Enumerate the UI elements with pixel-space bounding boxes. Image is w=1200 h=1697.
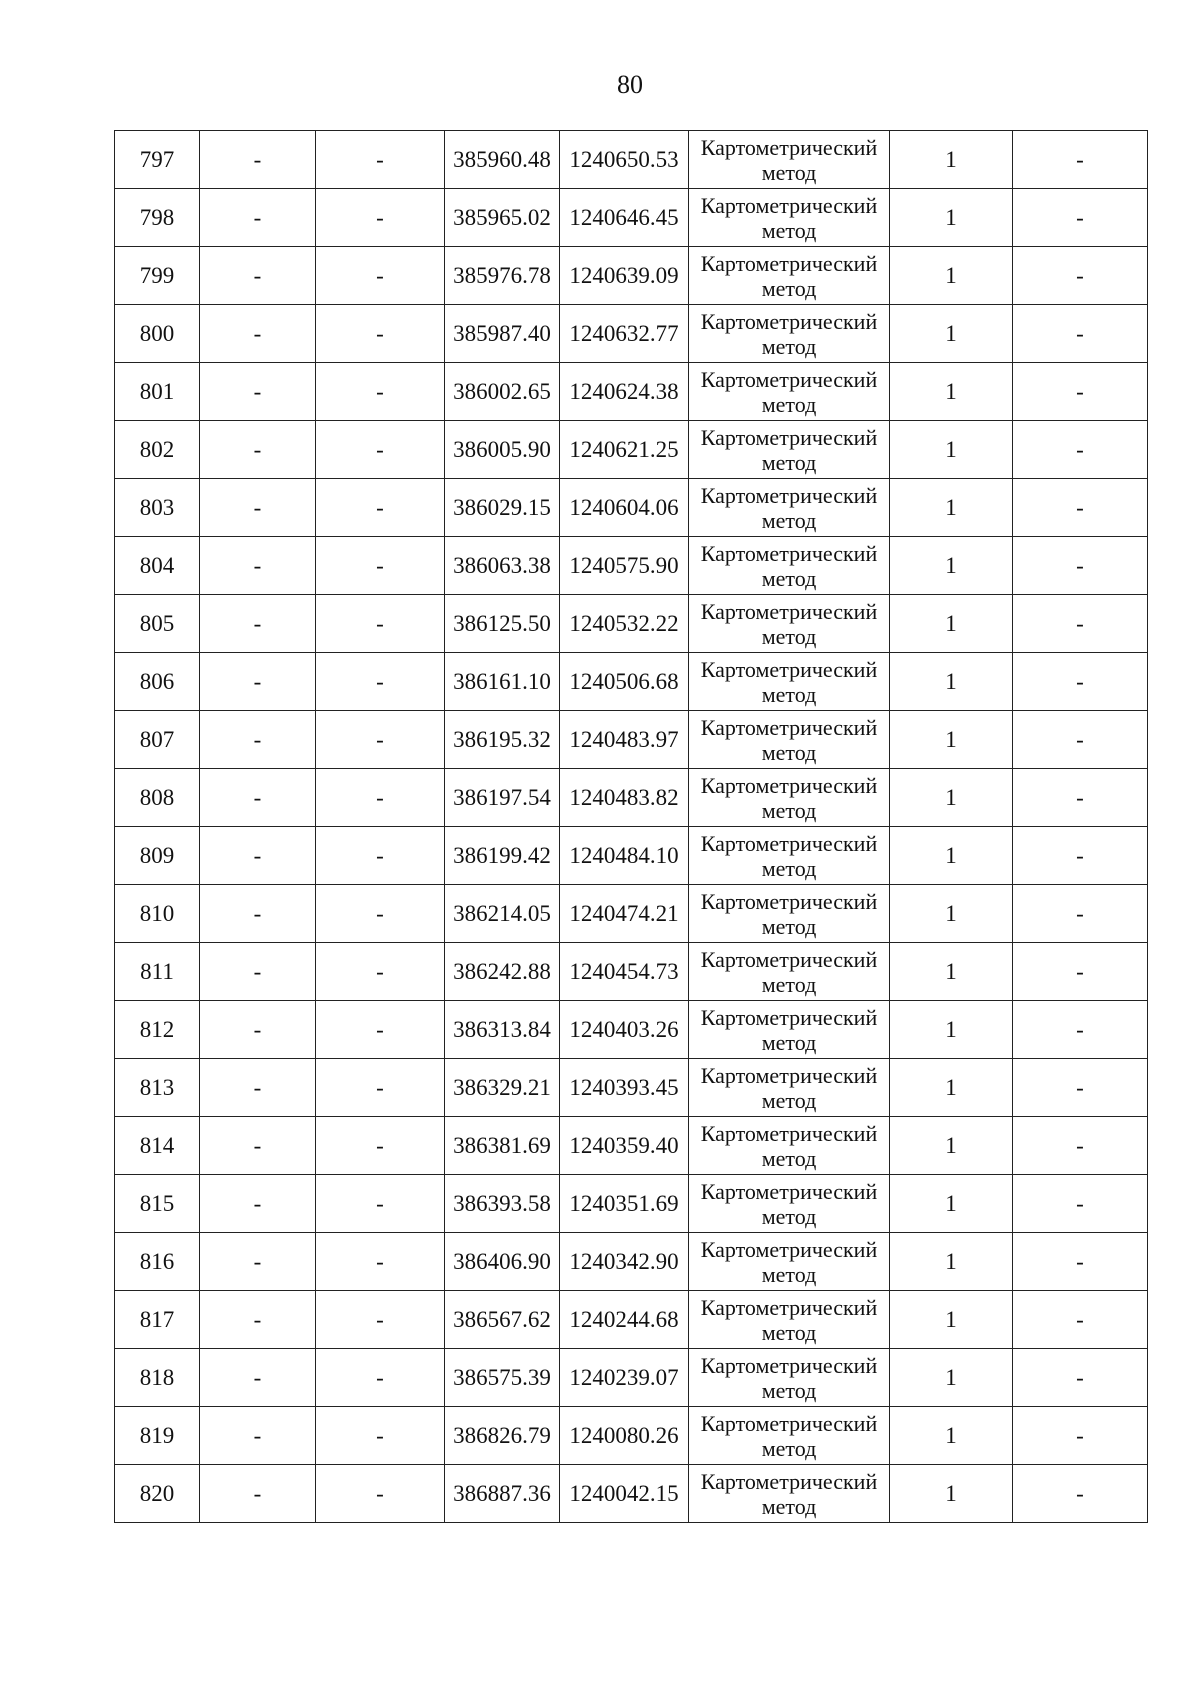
method-line-2: метод xyxy=(761,1319,817,1345)
method-line-2: метод xyxy=(761,507,817,533)
y-coordinate-cell: 1240239.07 xyxy=(560,1349,689,1407)
precision-cell: 1 xyxy=(890,421,1013,479)
dash-cell-z: - xyxy=(1013,1465,1148,1523)
precision-cell: 1 xyxy=(890,711,1013,769)
method-line-1: Картометрический xyxy=(700,1120,878,1146)
method-cell xyxy=(689,1465,890,1523)
dash-cell-b: - xyxy=(316,769,445,827)
method-cell xyxy=(689,1233,890,1291)
x-coordinate-cell: 385965.02 xyxy=(445,189,560,247)
x-coordinate-cell: 386161.10 xyxy=(445,653,560,711)
precision-cell: 1 xyxy=(890,1117,1013,1175)
table-row xyxy=(115,131,1148,189)
precision-cell: 1 xyxy=(890,885,1013,943)
point-number-cell: 819 xyxy=(115,1407,200,1465)
dash-cell-z: - xyxy=(1013,827,1148,885)
precision-cell: 1 xyxy=(890,1059,1013,1117)
method-line-1: Картометрический xyxy=(700,714,878,740)
x-coordinate-cell: 386406.90 xyxy=(445,1233,560,1291)
point-number-cell: 818 xyxy=(115,1349,200,1407)
method-cell xyxy=(689,1175,890,1233)
y-coordinate-cell: 1240639.09 xyxy=(560,247,689,305)
method-line-2: метод xyxy=(761,913,817,939)
table-row xyxy=(115,1465,1148,1523)
y-coordinate-cell: 1240484.10 xyxy=(560,827,689,885)
y-coordinate-cell: 1240080.26 xyxy=(560,1407,689,1465)
method-line-1: Картометрический xyxy=(700,772,878,798)
x-coordinate-cell: 386214.05 xyxy=(445,885,560,943)
dash-cell-b: - xyxy=(316,131,445,189)
point-number-cell: 820 xyxy=(115,1465,200,1523)
dash-cell-a: - xyxy=(200,885,316,943)
dash-cell-z: - xyxy=(1013,1291,1148,1349)
dash-cell-z: - xyxy=(1013,421,1148,479)
method-cell xyxy=(689,653,890,711)
table-row xyxy=(115,305,1148,363)
dash-cell-z: - xyxy=(1013,1349,1148,1407)
y-coordinate-cell: 1240604.06 xyxy=(560,479,689,537)
point-number-cell: 802 xyxy=(115,421,200,479)
x-coordinate-cell: 386029.15 xyxy=(445,479,560,537)
table-row xyxy=(115,1233,1148,1291)
table-row xyxy=(115,653,1148,711)
dash-cell-a: - xyxy=(200,827,316,885)
table-row xyxy=(115,189,1148,247)
dash-cell-a: - xyxy=(200,595,316,653)
dash-cell-z: - xyxy=(1013,479,1148,537)
x-coordinate-cell: 386063.38 xyxy=(445,537,560,595)
y-coordinate-cell: 1240483.82 xyxy=(560,769,689,827)
dash-cell-b: - xyxy=(316,305,445,363)
dash-cell-b: - xyxy=(316,537,445,595)
table-row xyxy=(115,711,1148,769)
x-coordinate-cell: 385987.40 xyxy=(445,305,560,363)
point-number-cell: 811 xyxy=(115,943,200,1001)
dash-cell-z: - xyxy=(1013,247,1148,305)
y-coordinate-cell: 1240624.38 xyxy=(560,363,689,421)
method-cell xyxy=(689,479,890,537)
method-line-2: метод xyxy=(761,1435,817,1461)
table-row xyxy=(115,595,1148,653)
precision-cell: 1 xyxy=(890,1465,1013,1523)
method-cell xyxy=(689,711,890,769)
method-line-2: метод xyxy=(761,449,817,475)
method-line-1: Картометрический xyxy=(700,1294,878,1320)
method-line-2: метод xyxy=(761,333,817,359)
table-row xyxy=(115,827,1148,885)
method-line-1: Картометрический xyxy=(700,482,878,508)
point-number-cell: 814 xyxy=(115,1117,200,1175)
y-coordinate-cell: 1240646.45 xyxy=(560,189,689,247)
precision-cell: 1 xyxy=(890,1175,1013,1233)
method-line-2: метод xyxy=(761,855,817,881)
point-number-cell: 804 xyxy=(115,537,200,595)
y-coordinate-cell: 1240650.53 xyxy=(560,131,689,189)
precision-cell: 1 xyxy=(890,1349,1013,1407)
dash-cell-a: - xyxy=(200,1233,316,1291)
dash-cell-z: - xyxy=(1013,1001,1148,1059)
method-line-1: Картометрический xyxy=(700,192,878,218)
y-coordinate-cell: 1240042.15 xyxy=(560,1465,689,1523)
method-cell xyxy=(689,247,890,305)
method-line-2: метод xyxy=(761,1493,817,1519)
method-line-1: Картометрический xyxy=(700,656,878,682)
dash-cell-z: - xyxy=(1013,1407,1148,1465)
dash-cell-z: - xyxy=(1013,885,1148,943)
method-line-2: метод xyxy=(761,1261,817,1287)
page-number: 80 xyxy=(617,70,643,99)
method-line-1: Картометрический xyxy=(700,308,878,334)
method-cell xyxy=(689,189,890,247)
point-number-cell: 812 xyxy=(115,1001,200,1059)
method-line-2: метод xyxy=(761,739,817,765)
precision-cell: 1 xyxy=(890,537,1013,595)
method-cell xyxy=(689,943,890,1001)
method-line-2: метод xyxy=(761,159,817,185)
precision-cell: 1 xyxy=(890,1001,1013,1059)
x-coordinate-cell: 386575.39 xyxy=(445,1349,560,1407)
method-line-1: Картометрический xyxy=(700,1236,878,1262)
precision-cell: 1 xyxy=(890,769,1013,827)
dash-cell-z: - xyxy=(1013,1233,1148,1291)
point-number-cell: 807 xyxy=(115,711,200,769)
x-coordinate-cell: 386005.90 xyxy=(445,421,560,479)
y-coordinate-cell: 1240403.26 xyxy=(560,1001,689,1059)
method-line-2: метод xyxy=(761,1029,817,1055)
dash-cell-a: - xyxy=(200,537,316,595)
method-cell xyxy=(689,363,890,421)
x-coordinate-cell: 386567.62 xyxy=(445,1291,560,1349)
point-number-cell: 816 xyxy=(115,1233,200,1291)
table-row xyxy=(115,1059,1148,1117)
method-line-1: Картометрический xyxy=(700,540,878,566)
table-row xyxy=(115,1407,1148,1465)
method-line-2: метод xyxy=(761,971,817,997)
precision-cell: 1 xyxy=(890,131,1013,189)
method-line-1: Картометрический xyxy=(700,888,878,914)
x-coordinate-cell: 386002.65 xyxy=(445,363,560,421)
table-row xyxy=(115,769,1148,827)
y-coordinate-cell: 1240575.90 xyxy=(560,537,689,595)
dash-cell-z: - xyxy=(1013,1059,1148,1117)
table-row xyxy=(115,421,1148,479)
y-coordinate-cell: 1240359.40 xyxy=(560,1117,689,1175)
point-number-cell: 809 xyxy=(115,827,200,885)
point-number-cell: 801 xyxy=(115,363,200,421)
table-row xyxy=(115,1001,1148,1059)
method-line-1: Картометрический xyxy=(700,1062,878,1088)
method-line-2: метод xyxy=(761,217,817,243)
precision-cell: 1 xyxy=(890,189,1013,247)
dash-cell-b: - xyxy=(316,1407,445,1465)
dash-cell-a: - xyxy=(200,1117,316,1175)
x-coordinate-cell: 386242.88 xyxy=(445,943,560,1001)
dash-cell-b: - xyxy=(316,1059,445,1117)
method-line-1: Картометрический xyxy=(700,250,878,276)
table-row xyxy=(115,247,1148,305)
dash-cell-a: - xyxy=(200,363,316,421)
dash-cell-b: - xyxy=(316,1233,445,1291)
dash-cell-b: - xyxy=(316,247,445,305)
method-cell xyxy=(689,1349,890,1407)
y-coordinate-cell: 1240483.97 xyxy=(560,711,689,769)
x-coordinate-cell: 386826.79 xyxy=(445,1407,560,1465)
method-cell xyxy=(689,305,890,363)
table-row xyxy=(115,363,1148,421)
method-line-2: метод xyxy=(761,1203,817,1229)
point-number-cell: 797 xyxy=(115,131,200,189)
x-coordinate-cell: 386313.84 xyxy=(445,1001,560,1059)
precision-cell: 1 xyxy=(890,1291,1013,1349)
y-coordinate-cell: 1240351.69 xyxy=(560,1175,689,1233)
method-line-2: метод xyxy=(761,391,817,417)
x-coordinate-cell: 385960.48 xyxy=(445,131,560,189)
precision-cell: 1 xyxy=(890,479,1013,537)
point-number-cell: 808 xyxy=(115,769,200,827)
x-coordinate-cell: 386381.69 xyxy=(445,1117,560,1175)
y-coordinate-cell: 1240244.68 xyxy=(560,1291,689,1349)
method-cell xyxy=(689,537,890,595)
dash-cell-a: - xyxy=(200,769,316,827)
y-coordinate-cell: 1240454.73 xyxy=(560,943,689,1001)
precision-cell: 1 xyxy=(890,653,1013,711)
coordinates-table xyxy=(114,130,1148,1523)
point-number-cell: 817 xyxy=(115,1291,200,1349)
x-coordinate-cell: 386195.32 xyxy=(445,711,560,769)
method-cell xyxy=(689,885,890,943)
x-coordinate-cell: 386393.58 xyxy=(445,1175,560,1233)
dash-cell-z: - xyxy=(1013,131,1148,189)
dash-cell-z: - xyxy=(1013,537,1148,595)
method-line-1: Картометрический xyxy=(700,424,878,450)
method-line-1: Картометрический xyxy=(700,1410,878,1436)
method-cell xyxy=(689,827,890,885)
precision-cell: 1 xyxy=(890,595,1013,653)
method-line-1: Картометрический xyxy=(700,598,878,624)
table-row xyxy=(115,885,1148,943)
dash-cell-z: - xyxy=(1013,943,1148,1001)
method-line-1: Картометрический xyxy=(700,946,878,972)
method-line-2: метод xyxy=(761,681,817,707)
dash-cell-a: - xyxy=(200,1291,316,1349)
point-number-cell: 803 xyxy=(115,479,200,537)
dash-cell-a: - xyxy=(200,479,316,537)
table-row xyxy=(115,1175,1148,1233)
dash-cell-b: - xyxy=(316,943,445,1001)
dash-cell-a: - xyxy=(200,711,316,769)
y-coordinate-cell: 1240532.22 xyxy=(560,595,689,653)
dash-cell-z: - xyxy=(1013,711,1148,769)
method-line-2: метод xyxy=(761,275,817,301)
x-coordinate-cell: 386887.36 xyxy=(445,1465,560,1523)
x-coordinate-cell: 385976.78 xyxy=(445,247,560,305)
x-coordinate-cell: 386125.50 xyxy=(445,595,560,653)
method-line-2: метод xyxy=(761,1087,817,1113)
y-coordinate-cell: 1240342.90 xyxy=(560,1233,689,1291)
method-line-2: метод xyxy=(761,623,817,649)
dash-cell-b: - xyxy=(316,1175,445,1233)
point-number-cell: 800 xyxy=(115,305,200,363)
precision-cell: 1 xyxy=(890,247,1013,305)
x-coordinate-cell: 386197.54 xyxy=(445,769,560,827)
point-number-cell: 806 xyxy=(115,653,200,711)
method-line-2: метод xyxy=(761,1377,817,1403)
dash-cell-a: - xyxy=(200,1349,316,1407)
precision-cell: 1 xyxy=(890,363,1013,421)
method-line-1: Картометрический xyxy=(700,830,878,856)
method-line-1: Картометрический xyxy=(700,366,878,392)
precision-cell: 1 xyxy=(890,943,1013,1001)
method-line-1: Картометрический xyxy=(700,1468,878,1494)
precision-cell: 1 xyxy=(890,1407,1013,1465)
dash-cell-a: - xyxy=(200,247,316,305)
method-line-1: Картометрический xyxy=(700,1178,878,1204)
point-number-cell: 799 xyxy=(115,247,200,305)
method-line-2: метод xyxy=(761,565,817,591)
method-cell xyxy=(689,421,890,479)
dash-cell-b: - xyxy=(316,1117,445,1175)
dash-cell-a: - xyxy=(200,1001,316,1059)
y-coordinate-cell: 1240621.25 xyxy=(560,421,689,479)
method-cell xyxy=(689,131,890,189)
dash-cell-b: - xyxy=(316,711,445,769)
dash-cell-z: - xyxy=(1013,189,1148,247)
dash-cell-b: - xyxy=(316,653,445,711)
precision-cell: 1 xyxy=(890,1233,1013,1291)
method-line-1: Картометрический xyxy=(700,1004,878,1030)
method-line-1: Картометрический xyxy=(700,1352,878,1378)
dash-cell-a: - xyxy=(200,1407,316,1465)
table-body xyxy=(115,131,1148,1523)
dash-cell-z: - xyxy=(1013,363,1148,421)
dash-cell-b: - xyxy=(316,421,445,479)
dash-cell-z: - xyxy=(1013,1175,1148,1233)
method-cell xyxy=(689,1407,890,1465)
dash-cell-b: - xyxy=(316,595,445,653)
method-cell xyxy=(689,1059,890,1117)
dash-cell-b: - xyxy=(316,827,445,885)
x-coordinate-cell: 386329.21 xyxy=(445,1059,560,1117)
dash-cell-b: - xyxy=(316,1349,445,1407)
point-number-cell: 815 xyxy=(115,1175,200,1233)
dash-cell-a: - xyxy=(200,189,316,247)
table-row xyxy=(115,537,1148,595)
table-row xyxy=(115,1349,1148,1407)
point-number-cell: 813 xyxy=(115,1059,200,1117)
method-cell xyxy=(689,595,890,653)
dash-cell-z: - xyxy=(1013,305,1148,363)
y-coordinate-cell: 1240393.45 xyxy=(560,1059,689,1117)
dash-cell-b: - xyxy=(316,1465,445,1523)
table-row xyxy=(115,943,1148,1001)
table-row xyxy=(115,479,1148,537)
method-cell xyxy=(689,769,890,827)
dash-cell-a: - xyxy=(200,421,316,479)
point-number-cell: 805 xyxy=(115,595,200,653)
dash-cell-b: - xyxy=(316,363,445,421)
dash-cell-a: - xyxy=(200,943,316,1001)
dash-cell-z: - xyxy=(1013,653,1148,711)
y-coordinate-cell: 1240474.21 xyxy=(560,885,689,943)
method-line-1: Картометрический xyxy=(700,134,878,160)
precision-cell: 1 xyxy=(890,827,1013,885)
dash-cell-a: - xyxy=(200,131,316,189)
dash-cell-a: - xyxy=(200,1059,316,1117)
point-number-cell: 798 xyxy=(115,189,200,247)
dash-cell-a: - xyxy=(200,653,316,711)
table-row xyxy=(115,1291,1148,1349)
dash-cell-b: - xyxy=(316,479,445,537)
dash-cell-b: - xyxy=(316,1291,445,1349)
dash-cell-a: - xyxy=(200,305,316,363)
method-cell xyxy=(689,1001,890,1059)
method-line-2: метод xyxy=(761,1145,817,1171)
y-coordinate-cell: 1240632.77 xyxy=(560,305,689,363)
method-line-2: метод xyxy=(761,797,817,823)
table-row xyxy=(115,1117,1148,1175)
precision-cell: 1 xyxy=(890,305,1013,363)
method-cell xyxy=(689,1291,890,1349)
dash-cell-b: - xyxy=(316,189,445,247)
dash-cell-b: - xyxy=(316,885,445,943)
dash-cell-z: - xyxy=(1013,769,1148,827)
dash-cell-a: - xyxy=(200,1465,316,1523)
dash-cell-a: - xyxy=(200,1175,316,1233)
dash-cell-z: - xyxy=(1013,595,1148,653)
y-coordinate-cell: 1240506.68 xyxy=(560,653,689,711)
dash-cell-z: - xyxy=(1013,1117,1148,1175)
point-number-cell: 810 xyxy=(115,885,200,943)
method-cell xyxy=(689,1117,890,1175)
dash-cell-b: - xyxy=(316,1001,445,1059)
x-coordinate-cell: 386199.42 xyxy=(445,827,560,885)
